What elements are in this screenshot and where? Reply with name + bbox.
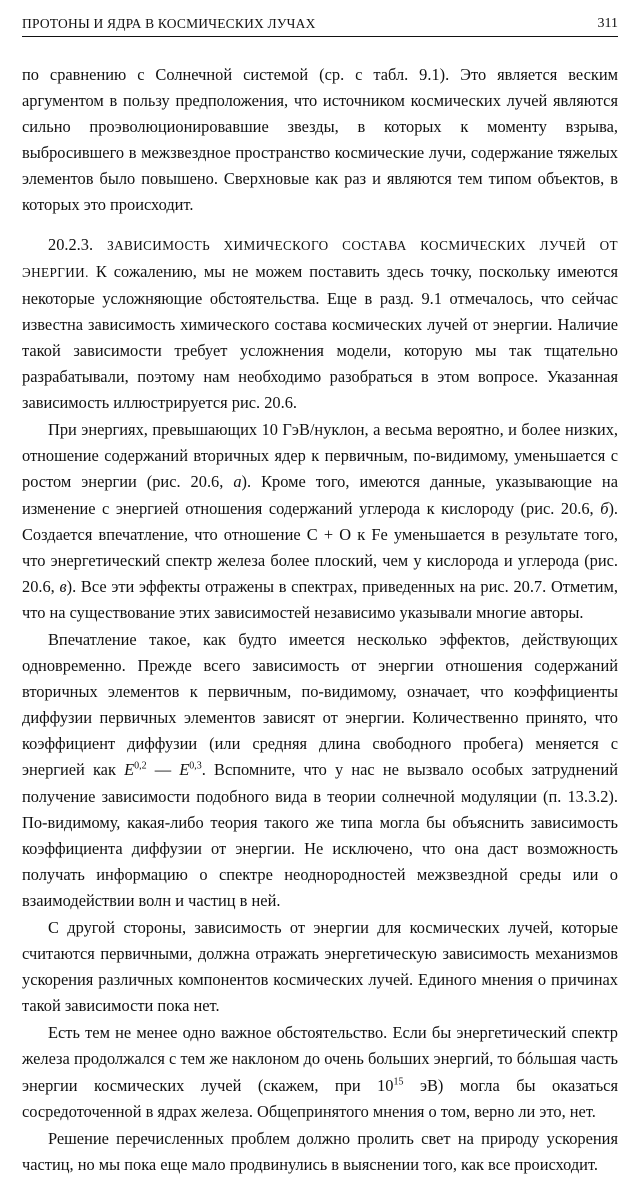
section-number: 20.2.3. [48,234,94,254]
page-body [22,62,618,1178]
paragraph-text: эВ) могла бы оказаться сосредоточенной в ядрах железа. Общепринятого мнения о том, верно ли это, нет. [22,1075,618,1121]
figure-panel-label: б [600,498,609,518]
section-20-2-3-paragraph [22,232,618,417]
formula-exponent: 0,3 [189,760,202,772]
paragraph-text: ). Кроме того, имеются данные, указывающие на изменение с энергией отношения содержаний углерода к кислороду (рис. 20.6, [22,472,618,518]
paragraph-conclusion: Решение перечисленных проблем должно пролить свет на природу ускорения частиц, но мы пока еще мало продвинулись в выяснении того, как все происходит. [22,1128,618,1174]
paragraph-energy-ratios [22,417,618,626]
paragraph-diffusion [22,627,618,914]
paragraph-primary-dependence: С другой стороны, зависимость от энергии для космических лучей, которые считаются первичными, должна отражать энергетическую зависимость механизмов ускорения различных компонентов космических лучей. Единого мнения о причинах такой зависимости пока нет. [22,918,618,1016]
paragraph-text: ). Создается впечатление, что отношение С + О к Fe уменьшается в результате того, что энергетический спектр железа более плоский, чем у кислорода и углерода (рис. 20.6, [22,498,618,596]
paragraph-text: К сожалению, мы не можем поставить здесь точку, поскольку имеются некоторые усложняющие обстоятельства. Еще в разд. 9.1 отмечалось, что сейчас известна зависимость химического состава космических лучей от энергии. Наличие такой зависимости требует усложнения модели, которую мы так тщательно разрабатывали, поэтому нам необходимо разобраться в этом вопросе. Указанная зависимость иллюстрируется рис. 20.6. [22,261,618,413]
paragraph-iron-spectrum [22,1020,618,1124]
page-number: 311 [597,16,618,31]
paragraph-text: Есть тем не менее одно важное обстоятельство. Если бы энергетический спектр железа продолжался с тем же наклоном до очень больших энергий, то бóльшая часть энергии космических лучей (скажем, при 10 [22,1023,618,1095]
formula-exponent: 0,2 [134,760,147,772]
formula-exponent: 15 [393,1076,404,1088]
figure-panel-label: а [233,472,242,492]
running-title: ПРОТОНЫ И ЯДРА В КОСМИЧЕСКИХ ЛУЧАХ [22,16,316,31]
figure-panel-label: в [59,576,67,596]
formula-symbol: E [124,760,135,780]
section-title: ЗАВИСИМОСТЬ ХИМИЧЕСКОГО СОСТАВА КОСМИЧЕСКИХ ЛУЧЕЙ ОТ ЭНЕРГИИ. [22,237,618,280]
page-header [22,10,618,37]
paragraph-continued: по сравнению с Солнечной системой (ср. с табл. 9.1). Это является веским аргументом в пользу предположения, что источником космических лучей являются сильно проэволюционировавшие звезды, в которых к моменту взрыва, выбросившего в межзвездное пространство космические лучи, содержание тяжелых элементов было повышено. Сверхновые как раз и являются тем типом объектов, в которых это происходит. [22,65,618,215]
paragraph-text: Впечатление такое, как будто имеется несколько эффектов, действующих одновременно. Прежде всего зависимость от энергии отношения содержаний вторичных элементов к первичным, по-видимому, означает, что коэффициенты диффузии первичных элементов зависят от энергии. Количественно принято, что коэффициент диффузии (или средняя длина свободного пробега) меняется с энергией как [22,629,618,780]
formula-symbol: E [179,760,190,780]
paragraph-text: ). Все эти эффекты отражены в спектрах, приведенных на рис. 20.7. Отметим, что на существование этих зависимостей независимо указывали многие авторы. [22,576,619,622]
formula-dash: — [146,760,180,780]
paragraph-text: . Вспомните, что у нас не вызвало особых затруднений получение зависимости подобного вида в теории солнечной модуляции (п. 13.3.2). По-видимому, какая-либо теория такого же типа могла бы объяснить зависимость коэффициента диффузии от энергии. Не исключено, что она даст возможность получать информацию о спектре неоднородностей межзвездной среды или о взаимодействии волн и частиц в ней. [22,760,618,910]
paragraph-text: При энергиях, превышающих 10 ГэВ/нуклон, а весьма вероятно, и более низких, отношение содержаний вторичных ядер к первичным, по-видимому, уменьшается с ростом энергии (рис. 20.6, [22,420,618,492]
